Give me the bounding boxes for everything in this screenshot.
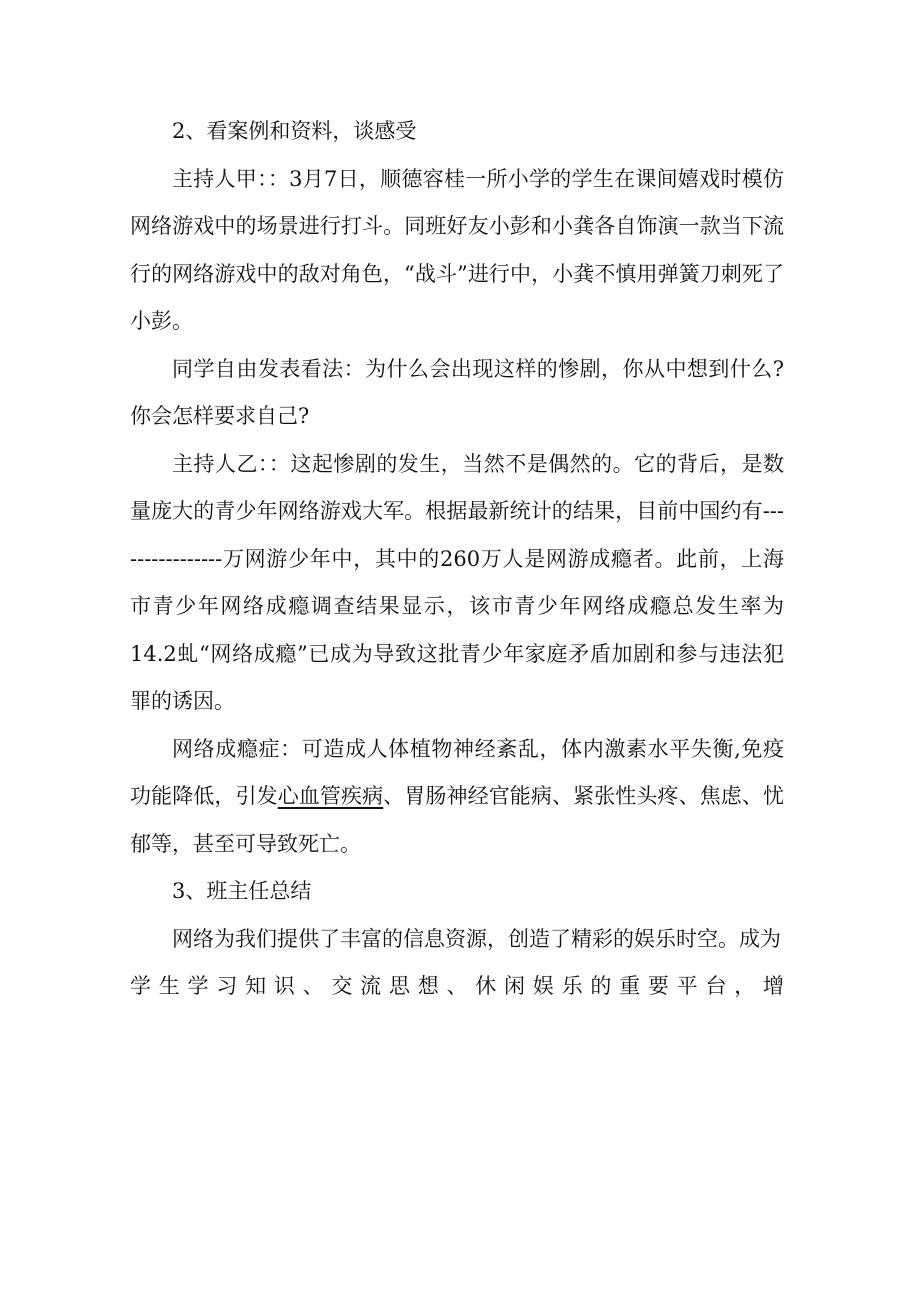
section-heading-3: 3、班主任总结 <box>172 879 312 903</box>
addiction-text-start: 网络成瘾症：可造成人体植物神经紊乱，体内激素水平失衡,免疫功能降低，引发 <box>130 736 784 808</box>
section-heading-2: 2、看案例和资料，谈感受 <box>172 119 417 143</box>
paragraph-summary-line2: 学生学习知识、交流思想、休闲娱乐的重要平台，增 <box>130 974 784 998</box>
paragraph-addiction <box>130 726 784 869</box>
paragraph-host-a: 主持人甲：：3月7日，顺德容桂一所小学的学生在课间嬉戏时模仿网络游戏中的场景进行打斗。同班好友小彭和小龚各自饰演一款当下流行的网络游戏中的敌对角色，“战斗”进行中，小龚不慎用弹簧刀刺死了小彭。 <box>130 166 784 333</box>
paragraph-summary-line1: 网络为我们提供了丰富的信息资源，创造了精彩的娱乐时空。成为 <box>172 926 781 951</box>
paragraph-discussion: 同学自由发表看法：为什么会出现这样的惨剧，你从中想到什么?你会怎样要求自己? <box>130 356 784 428</box>
addiction-text-end: 、胃肠神经官能病、紧张性头疼、焦虑、忧郁等，甚至可导致死亡。 <box>130 784 785 856</box>
document-page <box>130 108 784 1011</box>
underlined-term: 心血管疾病 <box>277 784 384 808</box>
paragraph-host-b: 主持人乙：：这起惨剧的发生，当然不是偶然的。它的背后，是数量庞大的青少年网络游戏大军。根据最新统计的结果，目前中国约有----------------万网游少年中，其中的260万人是网游成瘾者。此前，上海市青少年网络成瘾调查结果显示，该市青少年网络成瘾总发生率为14.2虬“网络成瘾”已成为导致这批青少年家庭矛盾加剧和参与违法犯罪的诱因。 <box>130 451 784 713</box>
